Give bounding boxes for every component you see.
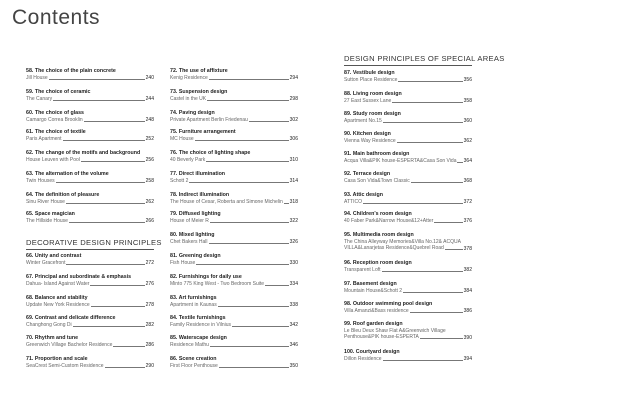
section-heading: DESIGN PRINCIPLES OF SPECIAL AREAS — [344, 54, 505, 63]
toc-entry-subtitle: House of Meier R — [170, 217, 209, 224]
toc-entry-title: 77. Direct illumination — [170, 171, 226, 177]
toc-entry[interactable] — [344, 70, 472, 83]
leader-dots — [363, 202, 463, 204]
toc-entry[interactable] — [344, 131, 472, 144]
leader-dots — [403, 291, 463, 293]
toc-entry-title: 90. Kitchen design — [344, 131, 391, 137]
toc-entry-subtitle: Private Apartment Berlin Friedenau — [170, 116, 248, 123]
toc-entry-page: 362 — [463, 138, 472, 144]
leader-dots — [410, 311, 463, 313]
leader-dots — [207, 99, 289, 101]
toc-entry-page: 378 — [463, 245, 472, 252]
toc-entry-subtitle: Vienna Way Residence — [344, 137, 396, 144]
toc-entry-page: 258 — [145, 178, 154, 184]
toc-entry[interactable] — [170, 211, 298, 224]
toc-entry-page: 266 — [145, 218, 154, 224]
leader-dots — [113, 345, 144, 347]
toc-entry-subtitle: Greenwich Village Bachelor Residence — [26, 341, 113, 348]
toc-entry-subtitle: SeaCrest Semi-Custom Residence — [26, 362, 104, 369]
toc-entry-subtitle: House Leuven with Pool — [26, 156, 80, 163]
toc-entry-page: 334 — [289, 281, 298, 287]
page-title: Contents — [12, 6, 101, 29]
toc-entry-subtitle: 40 Beverly Park — [170, 156, 206, 163]
toc-entry-subtitle: Chet Bakers Hall — [170, 238, 208, 245]
leader-dots — [209, 242, 289, 244]
toc-entry-page: 330 — [289, 260, 298, 266]
leader-dots — [210, 345, 289, 347]
toc-entry-subtitle: Le Bleu Deux Shaw Flat A&Greenwich Village — [344, 327, 446, 334]
toc-entry[interactable] — [344, 171, 472, 184]
toc-entry-title: 82. Furnishings for daily use — [170, 274, 242, 280]
leader-dots — [49, 78, 145, 80]
leader-dots — [411, 181, 463, 183]
toc-entry[interactable] — [26, 274, 154, 287]
toc-entry-title: 88. Living room design — [344, 91, 402, 97]
toc-entry-page: 302 — [289, 117, 298, 123]
toc-entry-title: 92. Terrace design — [344, 171, 391, 177]
toc-entry-title: 60. The choice of glass — [26, 110, 84, 116]
toc-entry[interactable] — [26, 335, 154, 348]
toc-entry-page: 244 — [145, 96, 154, 102]
toc-entry[interactable] — [26, 211, 154, 224]
toc-entry-title: 94. Children's room design — [344, 211, 412, 217]
toc-entry-subtitle: ATTICO — [344, 198, 362, 205]
toc-entry-page: 318 — [289, 199, 298, 205]
toc-entry-page: 248 — [145, 117, 154, 123]
toc-entry-subtitle: Transparent Loft — [344, 266, 381, 273]
toc-entry[interactable] — [170, 89, 298, 102]
toc-entry[interactable] — [26, 295, 154, 308]
toc-entry-title: 70. Rhythm and tune — [26, 335, 79, 341]
toc-entry[interactable] — [344, 111, 472, 124]
toc-entry-subtitle: Paris Apartment — [26, 135, 62, 142]
toc-entry-subtitle: First Floor Penthouse — [170, 362, 218, 369]
toc-entry[interactable] — [170, 335, 298, 348]
toc-entry-title: 87. Vestibule design — [344, 70, 395, 76]
toc-entry-title: 83. Art furnishings — [170, 295, 217, 301]
leader-dots — [265, 284, 289, 286]
toc-entry-subtitle: Winter Gracefront — [26, 259, 66, 266]
toc-entry-subtitle: Apartment No.15 — [344, 117, 382, 124]
toc-entry-subtitle: Fish House — [170, 259, 196, 266]
toc-entry-title: 96. Reception room design — [344, 260, 412, 266]
toc-entry-subtitle: Sutton Place Residence — [344, 76, 398, 83]
toc-entry-page: 338 — [289, 302, 298, 308]
leader-dots — [66, 202, 145, 204]
toc-entry-title: 66. Unity and contrast — [26, 253, 82, 259]
leader-dots — [249, 120, 289, 122]
leader-dots — [195, 139, 289, 141]
toc-entry-subtitle: Villa Amanzi&Bass residence — [344, 307, 409, 314]
toc-entry-page: 290 — [145, 363, 154, 369]
toc-entry-subtitle: Dahua- Island Against Water — [26, 280, 90, 287]
toc-entry-page: 384 — [463, 288, 472, 294]
toc-entry-page: 376 — [463, 218, 472, 224]
toc-entry-page: 372 — [463, 199, 472, 205]
toc-entry-page: 286 — [145, 342, 154, 348]
toc-entry[interactable] — [170, 274, 298, 287]
toc-entry-title: 65. Space magician — [26, 211, 75, 217]
toc-entry-page: 364 — [463, 158, 472, 164]
toc-entry-page: 294 — [289, 75, 298, 81]
toc-entry[interactable] — [344, 91, 472, 104]
leader-dots — [91, 305, 145, 307]
leader-dots — [397, 141, 463, 143]
toc-entry-title: 80. Mixed lighting — [170, 232, 215, 238]
toc-entry-subtitle: MC House — [170, 135, 194, 142]
toc-entry-page: 252 — [145, 136, 154, 142]
toc-entry-subtitle: The House of Cesar, Roberta and Simone Michelin — [170, 198, 283, 205]
toc-entry-subtitle: Mountain House&Schott 2 — [344, 287, 403, 294]
toc-entry-title: 63. The alternation of the volume — [26, 171, 109, 177]
leader-dots — [84, 120, 145, 122]
toc-entry[interactable] — [344, 260, 472, 273]
toc-entry-title: 74. Paving design — [170, 110, 215, 116]
toc-entry-title: 100. Courtyard design — [344, 349, 400, 355]
leader-dots — [73, 325, 145, 327]
toc-entry-subtitle: The China Alleyway Memories&Villa No.12& ACQUA — [344, 238, 461, 245]
toc-entry-subtitle: Update New York Residence — [26, 301, 90, 308]
section-rule — [344, 65, 472, 66]
toc-entry[interactable] — [344, 232, 472, 252]
toc-entry-subtitle: Penthouse&PIK house-ESPERTA — [344, 334, 419, 340]
toc-entry[interactable] — [344, 211, 472, 224]
toc-entry-title: 78. Indirect illumination — [170, 192, 230, 198]
toc-entry[interactable] — [344, 281, 472, 294]
leader-dots — [457, 161, 462, 163]
leader-dots — [218, 305, 289, 307]
toc-entry-title: 71. Proportion and scale — [26, 356, 88, 362]
leader-dots — [382, 270, 463, 272]
toc-entry[interactable] — [26, 356, 154, 369]
toc-entry-page: 310 — [289, 157, 298, 163]
leader-dots — [219, 366, 289, 368]
leader-dots — [232, 325, 289, 327]
toc-entry-title: 69. Contrast and delicate difference — [26, 315, 116, 321]
toc-entry-page: 394 — [463, 356, 472, 362]
leader-dots — [69, 221, 145, 223]
toc-entry-title: 89. Study room design — [344, 111, 401, 117]
toc-entry-title: 75. Furniture arrangement — [170, 129, 236, 135]
toc-entry-page: 262 — [145, 199, 154, 205]
toc-entry-title: 62. The change of the motifs and background — [26, 150, 141, 156]
toc-entry-title: 58. The choice of the plain concrete — [26, 68, 116, 74]
toc-entry-page: 390 — [463, 334, 472, 341]
toc-entry[interactable] — [26, 68, 154, 81]
toc-entry[interactable] — [170, 356, 298, 369]
toc-entry-subtitle: Kenig Residence — [170, 74, 208, 81]
toc-entry-title: 72. The use of affixture — [170, 68, 228, 74]
toc-entry-page: 350 — [289, 363, 298, 369]
leader-dots — [105, 366, 145, 368]
toc-entry-subtitle: The Canary — [26, 95, 53, 102]
toc-entry-subtitle: Family Residence in Vilnius — [170, 321, 232, 328]
leader-dots — [383, 359, 463, 361]
toc-entry-title: 98. Outdoor swimming pool design — [344, 301, 433, 307]
section-heading: DECORATIVE DESIGN PRINCIPLES — [26, 238, 162, 247]
leader-dots — [90, 284, 144, 286]
leader-dots — [189, 181, 288, 183]
toc-entry[interactable] — [344, 151, 472, 164]
toc-entry-page: 342 — [289, 322, 298, 328]
toc-entry[interactable] — [170, 253, 298, 266]
toc-entry-page: 306 — [289, 136, 298, 142]
toc-entry-page: 326 — [289, 239, 298, 245]
toc-entry[interactable] — [26, 110, 154, 123]
toc-entry[interactable] — [170, 129, 298, 142]
leader-dots — [398, 80, 462, 82]
toc-entry[interactable] — [26, 171, 154, 184]
toc-entry[interactable] — [170, 171, 298, 184]
toc-entry-title: 73. Suspension design — [170, 89, 228, 95]
toc-entry[interactable] — [26, 129, 154, 142]
toc-entry-title: 67. Principal and subordinate & emphasis — [26, 274, 132, 280]
toc-entry[interactable] — [26, 315, 154, 328]
toc-entry[interactable] — [170, 232, 298, 245]
leader-dots — [56, 181, 145, 183]
toc-entry[interactable] — [170, 315, 298, 328]
leader-dots — [53, 99, 145, 101]
leader-dots — [81, 160, 145, 162]
toc-entry[interactable] — [170, 150, 298, 163]
toc-entry-title: 97. Basement design — [344, 281, 397, 287]
toc-entry-page: 346 — [289, 342, 298, 348]
toc-entry-subtitle: Minto 775 King West - Two Bedroom Suite — [170, 280, 265, 287]
leader-dots — [434, 221, 462, 223]
toc-entry-title: 95. Multimedia room design — [344, 232, 414, 238]
toc-entry-page: 298 — [289, 96, 298, 102]
toc-entry-title: 76. The choice of lighting shape — [170, 150, 251, 156]
toc-entry[interactable] — [26, 89, 154, 102]
toc-entry-title: 85. Waterscape design — [170, 335, 227, 341]
leader-dots — [66, 263, 144, 265]
toc-entry-subtitle: Schott 2 — [170, 177, 189, 184]
toc-entry-title: 79. Diffused lighting — [170, 211, 221, 217]
toc-entry-title: 84. Textile furnishings — [170, 315, 226, 321]
toc-entry-page: 382 — [463, 267, 472, 273]
leader-dots — [209, 78, 289, 80]
toc-entry-page: 386 — [463, 308, 472, 314]
toc-entry-page: 358 — [463, 98, 472, 104]
toc-entry-subtitle: Dillon Residence — [344, 355, 382, 362]
toc-entry[interactable] — [170, 192, 298, 205]
toc-entry-subtitle: Acqua Villa&PIK house-ESPERTA&Casa Son Vida — [344, 157, 457, 164]
toc-entry-subtitle: 40 Faber Park&Narrow House&12+Atter — [344, 217, 434, 224]
toc-entry-page: 278 — [145, 302, 154, 308]
toc-entry-subtitle: The Hillside House — [26, 217, 68, 224]
toc-entry[interactable] — [344, 192, 472, 205]
toc-entry-subtitle: Jill House — [26, 74, 48, 81]
toc-entry[interactable] — [344, 349, 472, 362]
toc-entry[interactable] — [170, 110, 298, 123]
toc-entry-subtitle: Casa Son Vida&Town Classic — [344, 177, 410, 184]
toc-entry-page: 322 — [289, 218, 298, 224]
toc-entry[interactable] — [26, 150, 154, 163]
toc-entry-page: 256 — [145, 157, 154, 163]
toc-entry-subtitle: 27 East Sussex Lane — [344, 97, 392, 104]
leader-dots — [420, 337, 463, 339]
toc-entry-page: 282 — [145, 322, 154, 328]
toc-entry[interactable] — [170, 68, 298, 81]
leader-dots — [63, 139, 145, 141]
toc-entry-subtitle: Residence Mathu — [170, 341, 209, 348]
toc-entry-subtitle: Twin Houses — [26, 177, 55, 184]
toc-entry-title: 68. Balance and stability — [26, 295, 88, 301]
toc-entry-title: 81. Greening design — [170, 253, 221, 259]
toc-entry-page: 240 — [145, 75, 154, 81]
toc-entry-title: 59. The choice of ceramic — [26, 89, 91, 95]
leader-dots — [206, 160, 288, 162]
toc-entry-title: 91. Main bathroom design — [344, 151, 410, 157]
toc-entry-title: 86. Scene creation — [170, 356, 217, 362]
leader-dots — [445, 248, 463, 250]
toc-entry[interactable] — [170, 295, 298, 308]
toc-entry-title: 99. Roof garden design — [344, 321, 403, 327]
toc-entry-page: 272 — [145, 260, 154, 266]
toc-entry-subtitle: Apartment in Kaunas — [170, 301, 217, 308]
leader-dots — [383, 121, 463, 123]
toc-entry-subtitle: Changhong Gong Di — [26, 321, 72, 328]
toc-entry-title: 64. The definition of pleasure — [26, 192, 100, 198]
toc-entry-title: 93. Attic design — [344, 192, 383, 198]
toc-entry-title: 61. The choice of textile — [26, 129, 86, 135]
leader-dots — [196, 263, 288, 265]
toc-entry[interactable] — [26, 253, 154, 266]
toc-entry-subtitle: Sinu River House — [26, 198, 65, 205]
toc-entry-page: 356 — [463, 77, 472, 83]
toc-entry-subtitle: Camargo Correa Brooklin — [26, 116, 83, 123]
toc-entry-subtitle: Castel in the UK — [170, 95, 207, 102]
toc-entry[interactable] — [344, 321, 472, 341]
toc-entry-page: 368 — [463, 178, 472, 184]
leader-dots — [210, 221, 289, 223]
toc-entry-page: 360 — [463, 118, 472, 124]
leader-dots — [284, 202, 289, 204]
toc-entry-page: 276 — [145, 281, 154, 287]
section-rule — [26, 249, 154, 250]
toc-entry[interactable] — [344, 301, 472, 314]
leader-dots — [392, 101, 462, 103]
toc-entry-subtitle: VILLA&Lanarjetas Residence&Quebrel Road — [344, 245, 444, 251]
toc-entry[interactable] — [26, 192, 154, 205]
toc-entry-page: 314 — [289, 178, 298, 184]
